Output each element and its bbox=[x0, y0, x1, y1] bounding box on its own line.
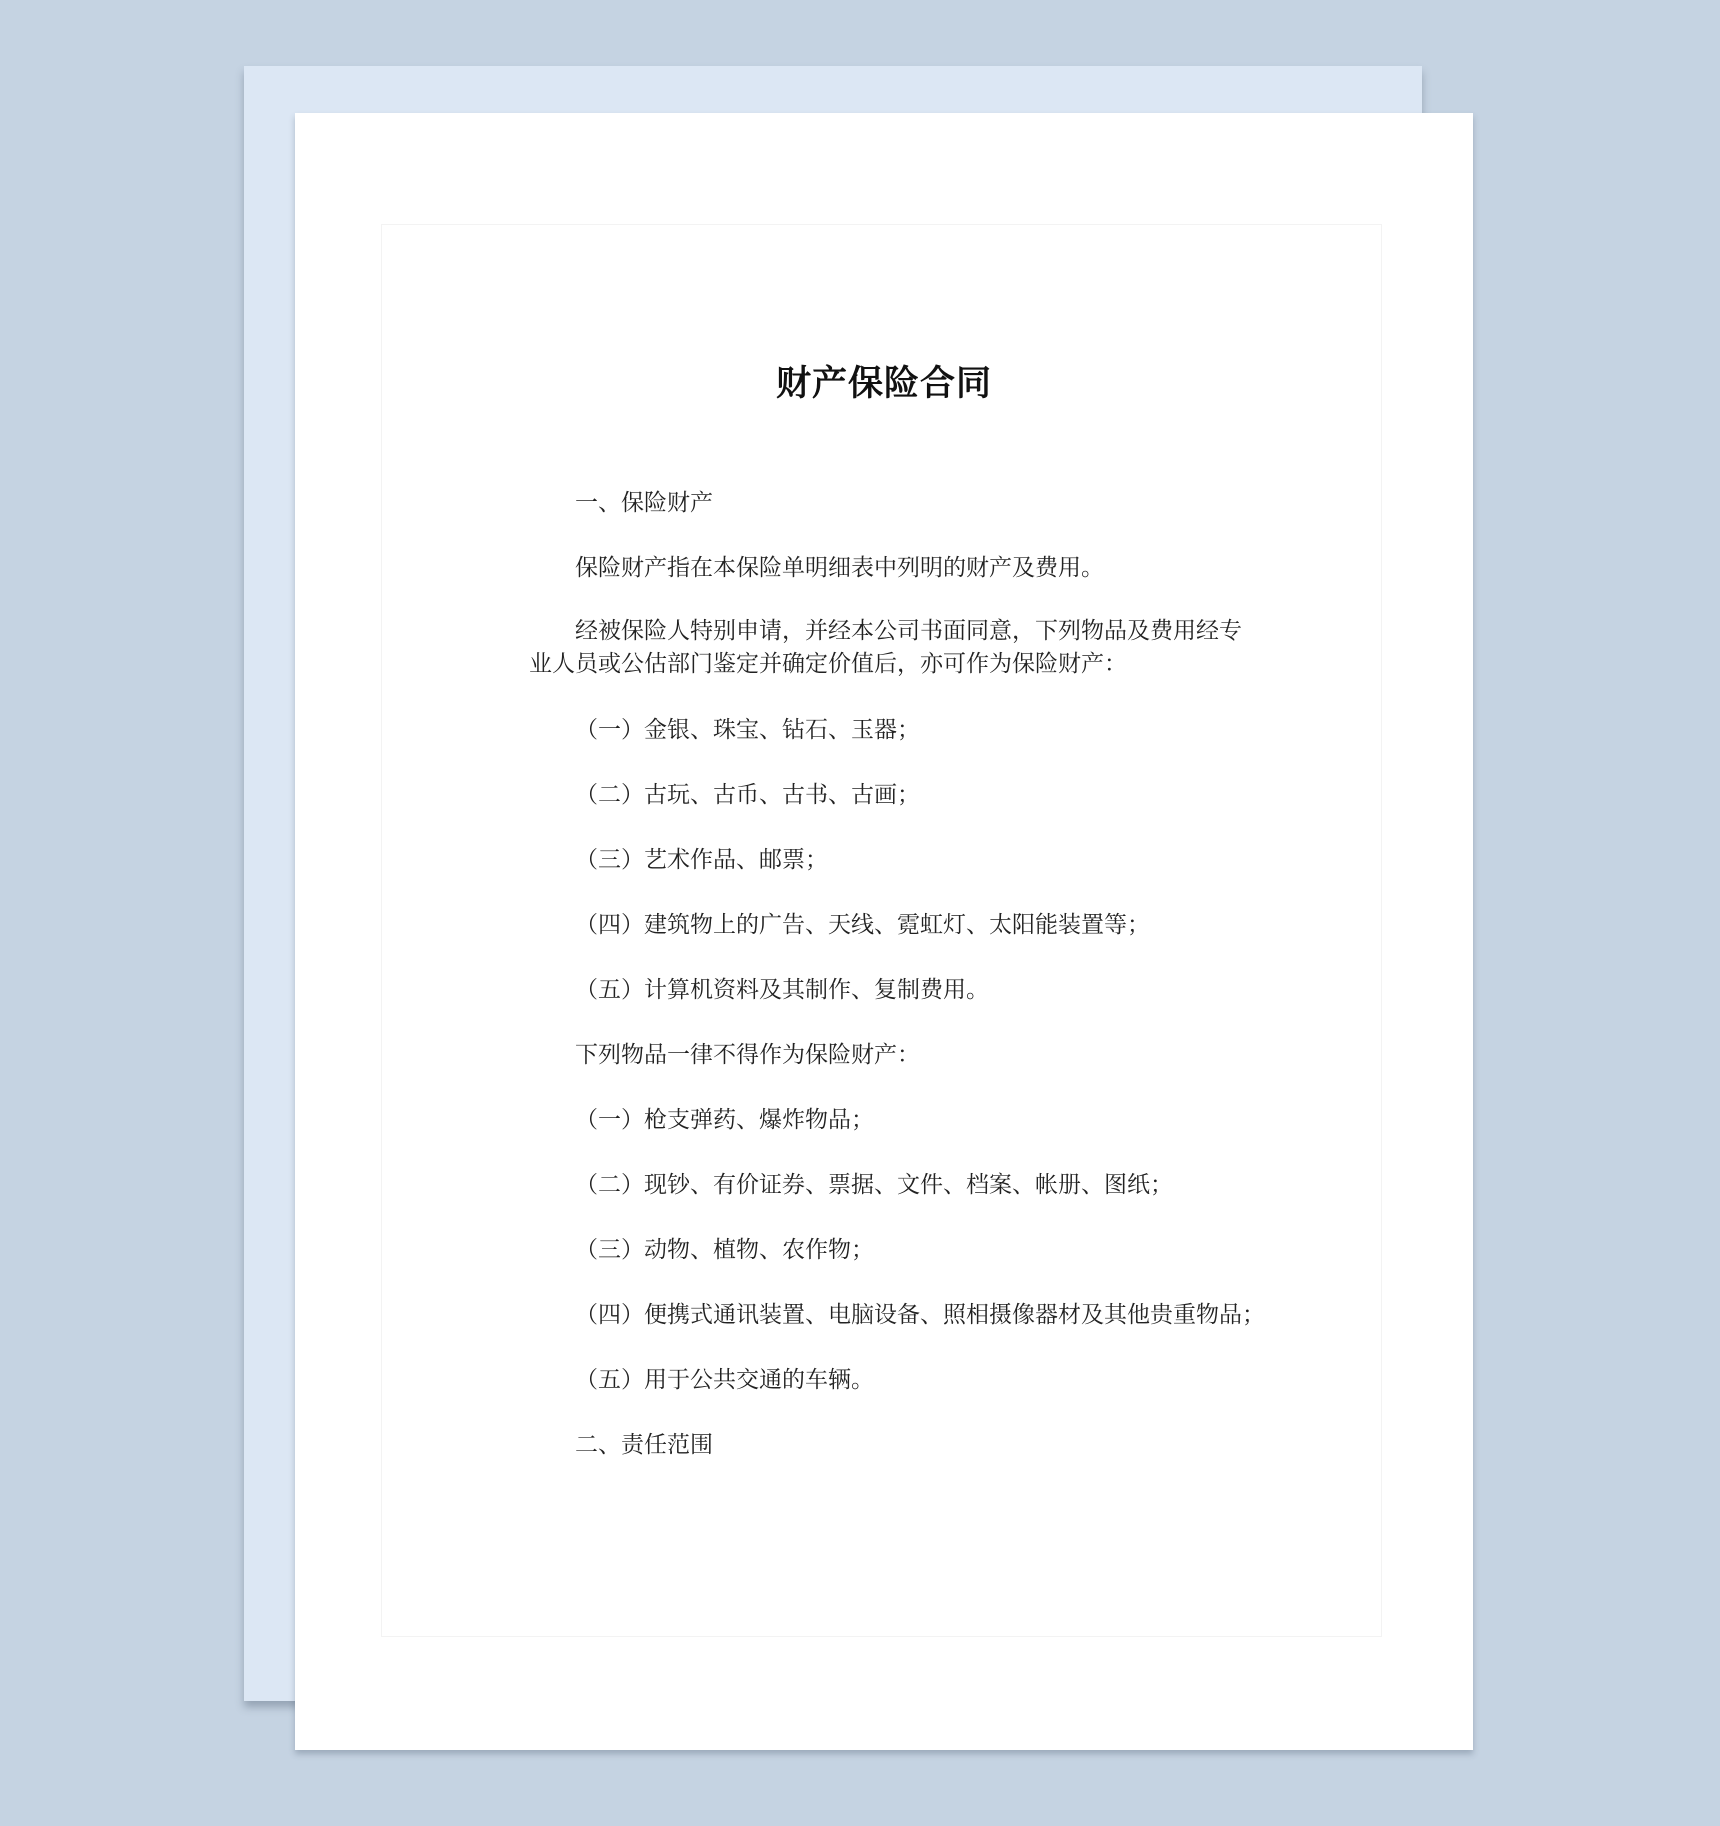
section-heading-insured-property: 一、保险财产 bbox=[575, 490, 713, 516]
excluded-item-2: （二）现钞、有价证券、票据、文件、档案、帐册、图纸； bbox=[575, 1172, 1173, 1198]
document-title: 财产保险合同 bbox=[775, 364, 992, 404]
included-item-1: （一）金银、珠宝、钻石、玉器； bbox=[575, 717, 920, 743]
included-item-2: （二）古玩、古币、古书、古画； bbox=[575, 782, 920, 808]
excluded-heading: 下列物品一律不得作为保险财产： bbox=[575, 1042, 920, 1068]
excluded-item-5: （五）用于公共交通的车辆。 bbox=[575, 1367, 874, 1393]
document-page bbox=[295, 113, 1473, 1750]
section-heading-liability-scope: 二、责任范围 bbox=[575, 1432, 713, 1458]
special-application-paragraph: 经被保险人特别申请，并经本公司书面同意，下列物品及费用经专业人员或公估部门鉴定并确定价值后，亦可作为保险财产： bbox=[529, 618, 1242, 677]
excluded-item-4: （四）便携式通讯装置、电脑设备、照相摄像器材及其他贵重物品； bbox=[575, 1302, 1265, 1328]
intro-paragraph: 保险财产指在本保险单明细表中列明的财产及费用。 bbox=[575, 555, 1104, 581]
included-item-4: （四）建筑物上的广告、天线、霓虹灯、太阳能装置等； bbox=[575, 912, 1150, 938]
excluded-item-1: （一）枪支弹药、爆炸物品； bbox=[575, 1107, 874, 1133]
included-item-3: （三）艺术作品、邮票； bbox=[575, 847, 828, 873]
excluded-item-3: （三）动物、植物、农作物； bbox=[575, 1237, 874, 1263]
included-item-5: （五）计算机资料及其制作、复制费用。 bbox=[575, 977, 989, 1003]
